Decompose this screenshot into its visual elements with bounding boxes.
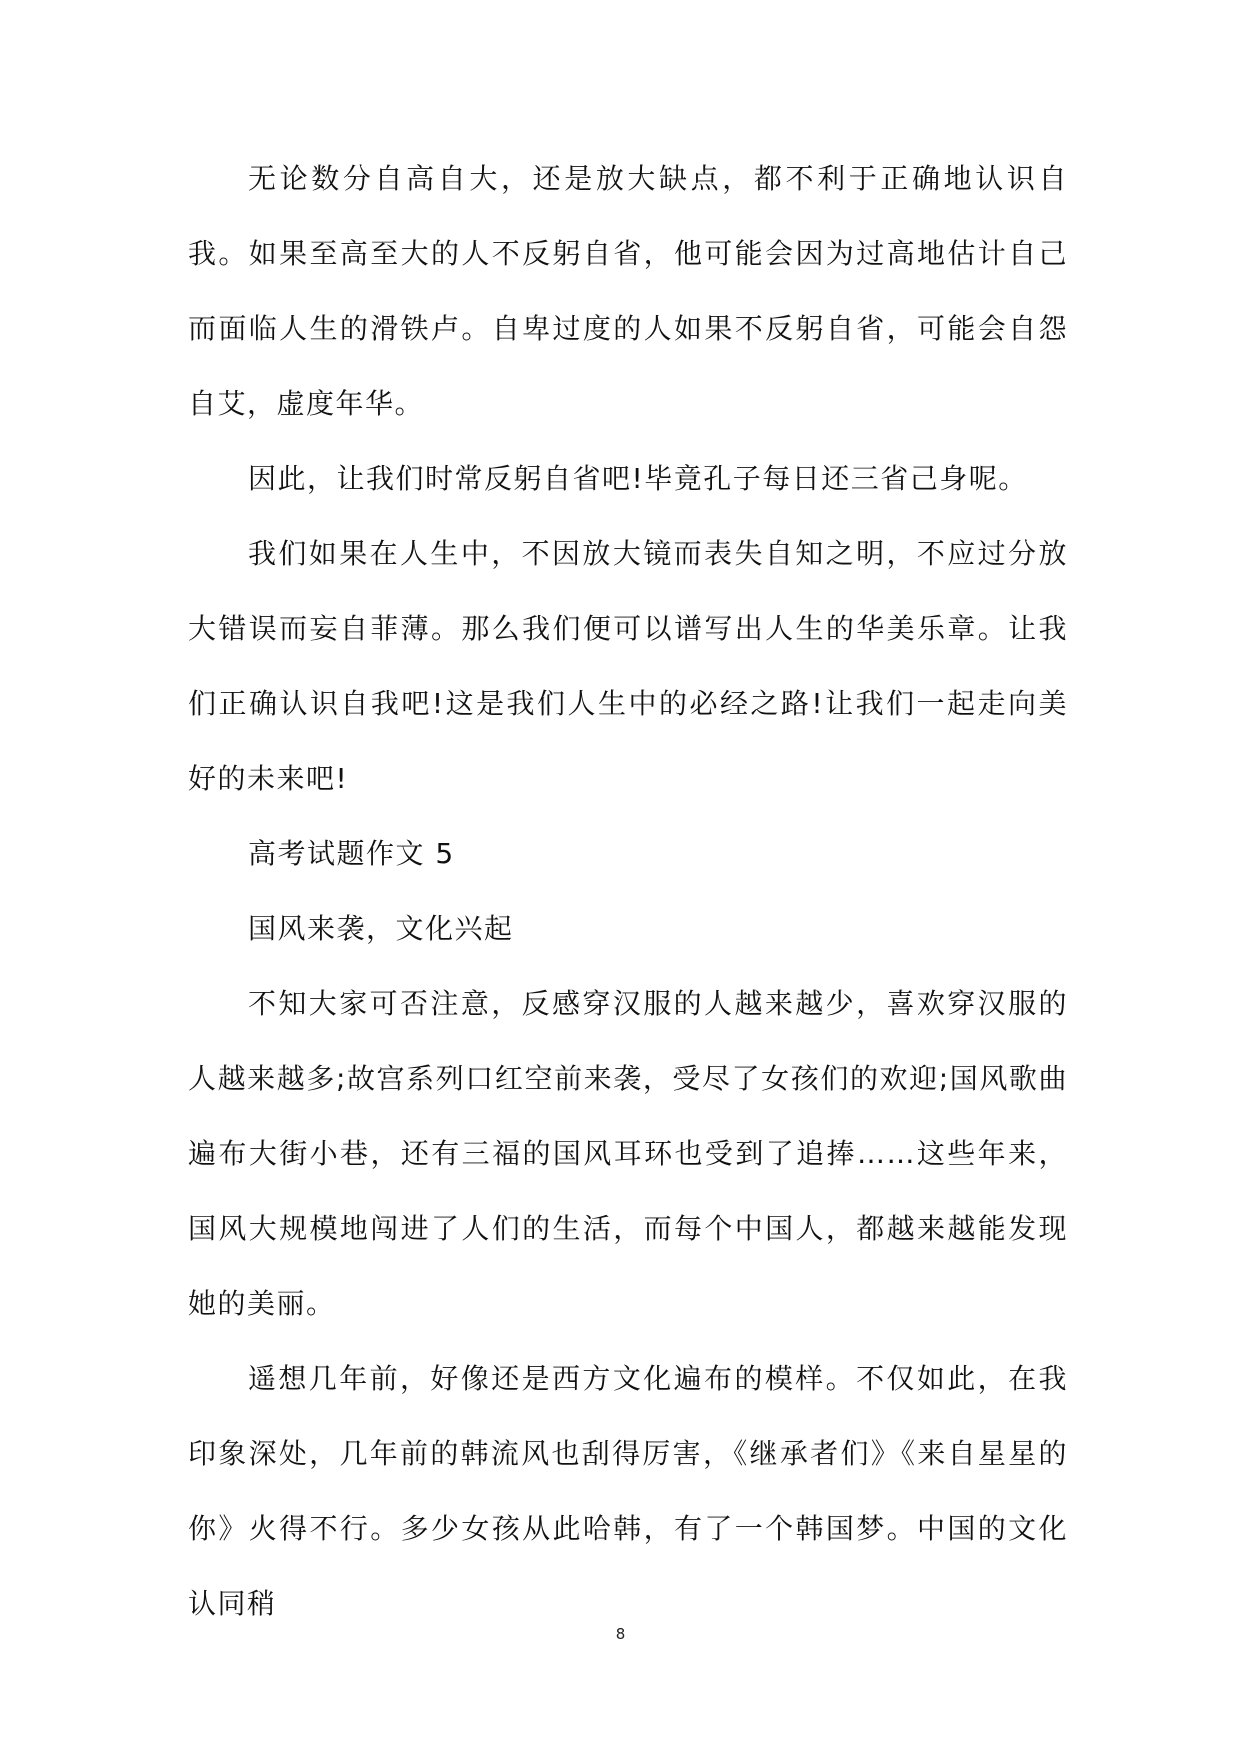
paragraph-guofeng-trend: 不知大家可否注意，反感穿汉服的人越来越少，喜欢穿汉服的人越来越多;故宫系列口红空前来袭，受尽了女孩们的欢迎;国风歌曲遍布大街小巷，还有三福的国风耳环也受到了追捧……这些年来，国风大规模地闯进了人们的生活，而每个中国人，都越来越能发现她的美丽。 — [188, 987, 1068, 1320]
essay-title: 国风来袭，文化兴起 — [248, 912, 514, 945]
paragraph-reflection: 因此，让我们时常反躬自省吧!毕竟孔子每日还三省己身呢。 — [248, 462, 1028, 495]
page-number: 8 — [615, 1625, 626, 1643]
essay-heading: 高考试题作文 5 — [248, 837, 455, 870]
document-body — [188, 141, 1068, 1641]
paragraph-conclusion: 我们如果在人生中，不因放大镜而表失自知之明，不应过分放大错误而妄自菲薄。那么我们便可以谱写出人生的华美乐章。让我们正确认识自我吧!这是我们人生中的必经之路!让我们一起走向美好的未来吧! — [188, 537, 1068, 795]
paragraph-self-awareness: 无论数分自高自大，还是放大缺点，都不利于正确地认识自我。如果至高至大的人不反躬自省，他可能会因为过高地估计自己而面临人生的滑铁卢。自卑过度的人如果不反躬自省，可能会自怨自艾，虚度年华。 — [188, 162, 1068, 420]
paragraph-western-culture: 遥想几年前，好像还是西方文化遍布的模样。不仅如此，在我印象深处，几年前的韩流风也刮得厉害，《继承者们》《来自星星的你》火得不行。多少女孩从此哈韩，有了一个韩国梦。中国的文化认同稍 — [188, 1362, 1068, 1620]
